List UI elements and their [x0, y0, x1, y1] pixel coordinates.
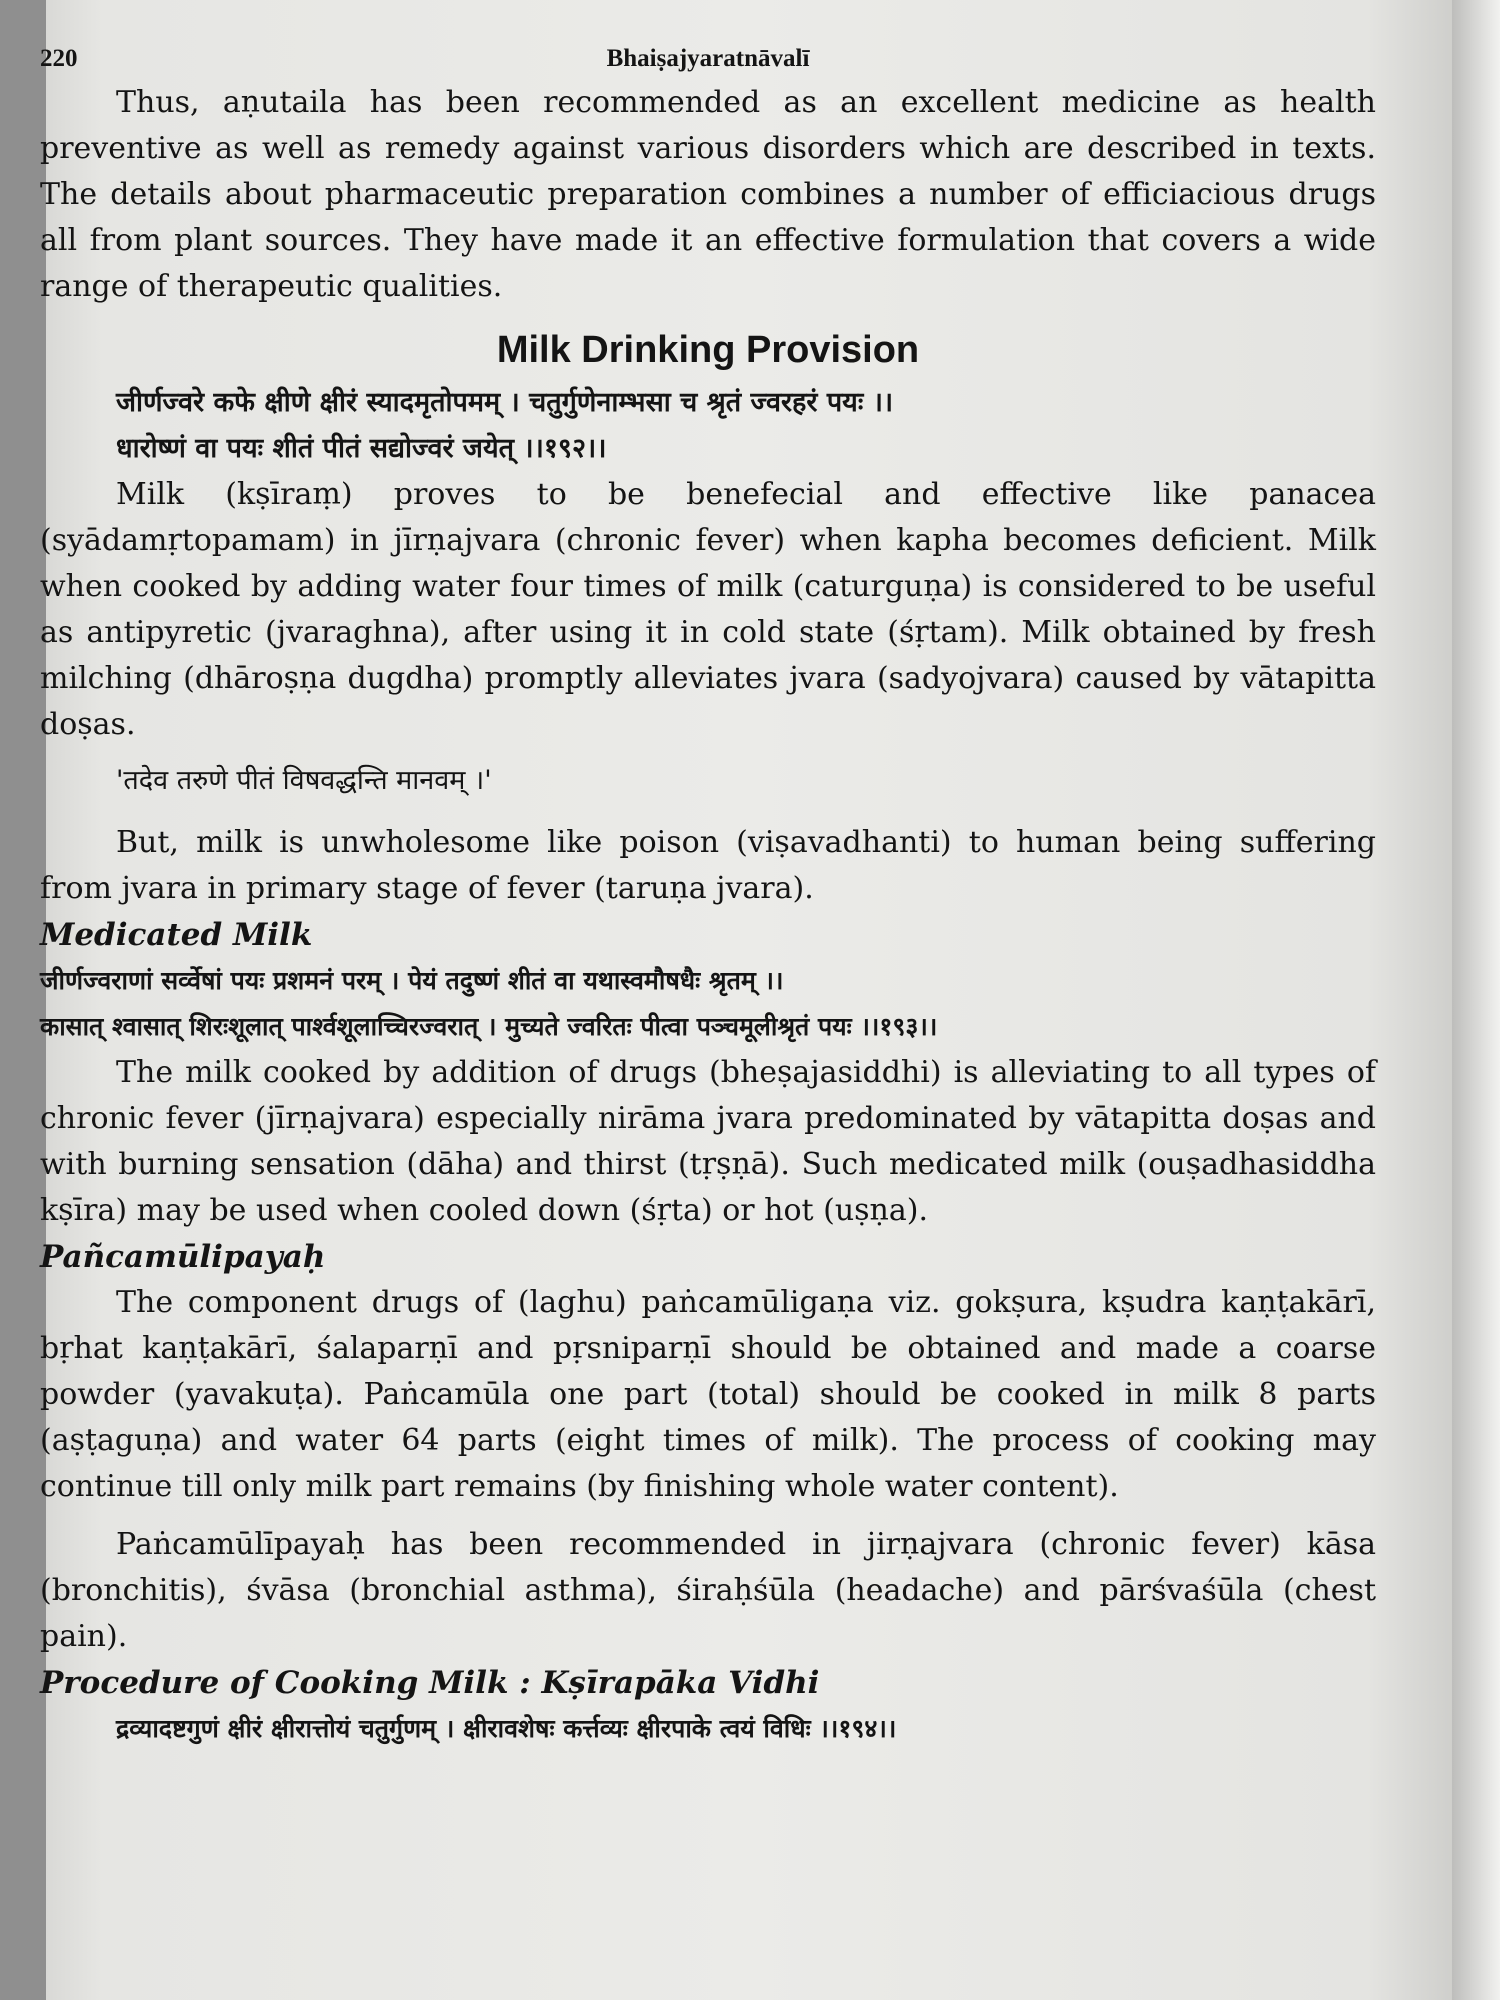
pancamuli-components-paragraph: The component drugs of (laghu) paṅcamūligaṇa viz. gokṣura, kṣudra kaṇṭakārī, bṛhat kaṇṭakārī, śalaparṇī and pṛsniparṇī should be obtained and made a coarse powder (yavakuṭa). Paṅcamūla one part (total) should be cooked in milk 8 parts (aṣṭaguṇa) and water 64 parts (eight times of milk). The process of cooking may continue till only milk part remains (by finishing whole water content).	[40, 1285, 1376, 1504]
page-content	[40, 30, 1376, 1752]
running-title: Bhaiṣajyaratnāvalī	[606, 45, 810, 72]
intro-paragraph: Thus, aṇutaila has been recommended as an excellent medicine as health preventive as well as remedy against various disorders which are described in texts. The details about pharmaceutic preparation combines a number of efficiacious drugs all from plant sources. They have made it an effective formulation that covers a wide range of therapeutic qualities.	[40, 85, 1376, 304]
verse-192-line-2: धारोष्णं वा पयः शीतं पीतं सद्योज्वरं जयेत् ।।१९२।।	[116, 433, 607, 464]
subheading-medicated-milk: Medicated Milk	[40, 917, 313, 953]
verse-193-line-2: कासात् श्वासात् शिरःशूलात् पार्श्वशूलाच्चिरज्वरात् । मुच्यते ज्वरितः पीत्वा पञ्चमूलीश्रृतं पयः ।।१९३।।	[40, 1012, 938, 1041]
milk-benefit-paragraph: Milk (kṣīraṃ) proves to be benefecial and effective like panacea (syādamṛtopamam) in jīrṇajvara (chronic fever) when kapha becomes deficient. Milk when cooked by adding water four times of milk (caturguṇa) is considered to be useful as antipyretic (jvaraghna), after using it in cold state (śṛtam). Milk obtained by fresh milching (dhāroṣṇa dugdha) promptly alleviates jvara (sadyojvara) caused by vātapitta doṣas.	[40, 477, 1376, 742]
verse-193-line-1: जीर्णज्वराणां सर्व्वेषां पयः प्रशमनं परम् । पेयं तदुष्णं शीतं वा यथास्वमौषधैः श्रृतम् ।।	[40, 966, 784, 995]
subheading-pancamulipayah: Pañcamūlipayaḥ	[40, 1239, 326, 1275]
section-title-milk-drinking: Milk Drinking Provision	[496, 329, 920, 371]
verse-192-line-1: जीर्णज्वरे कफे क्षीणे क्षीरं स्यादमृतोपमम् । चतुर्गुणेनाम्भसा च श्रृतं ज्वरहरं पयः ।।	[116, 387, 894, 418]
sanskrit-quote: 'तदेव तरुणे पीतं विषवद्धन्ति मानवम् ।'	[116, 765, 492, 796]
page-number: 220	[40, 45, 78, 72]
milk-unwholesome-paragraph: But, milk is unwholesome like poison (viṣavadhanti) to human being suffering from jvara in primary stage of fever (taruṇa jvara).	[40, 825, 1376, 906]
running-header	[40, 30, 1376, 80]
verse-194: द्रव्यादष्टगुणं क्षीरं क्षीरात्तोयं चतुर्गुणम् । क्षीरावशेषः कर्त्तव्यः क्षीरपाके त्वयं विधिः ।।१९४।।	[116, 1714, 897, 1743]
pancamuli-uses-paragraph: Paṅcamūlīpayaḥ has been recommended in jirṇajvara (chronic fever) kāsa (bronchitis), śvāsa (bronchial asthma), śiraḥśūla (headache) and pārśvaśūla (chest pain).	[40, 1527, 1376, 1654]
medicated-milk-paragraph: The milk cooked by addition of drugs (bheṣajasiddhi) is alleviating to all types of chronic fever (jīrṇajvara) especially nirāma jvara predominated by vātapitta doṣas and with burning sensation (dāha) and thirst (tṛṣṇā). Such medicated milk (ouṣadhasiddha kṣīra) may be used when cooled down (śṛta) or hot (uṣṇa).	[40, 1055, 1376, 1228]
page-edge	[1452, 0, 1500, 2000]
subheading-procedure: Procedure of Cooking Milk : Kṣīrapāka Vidhi	[40, 1665, 820, 1701]
